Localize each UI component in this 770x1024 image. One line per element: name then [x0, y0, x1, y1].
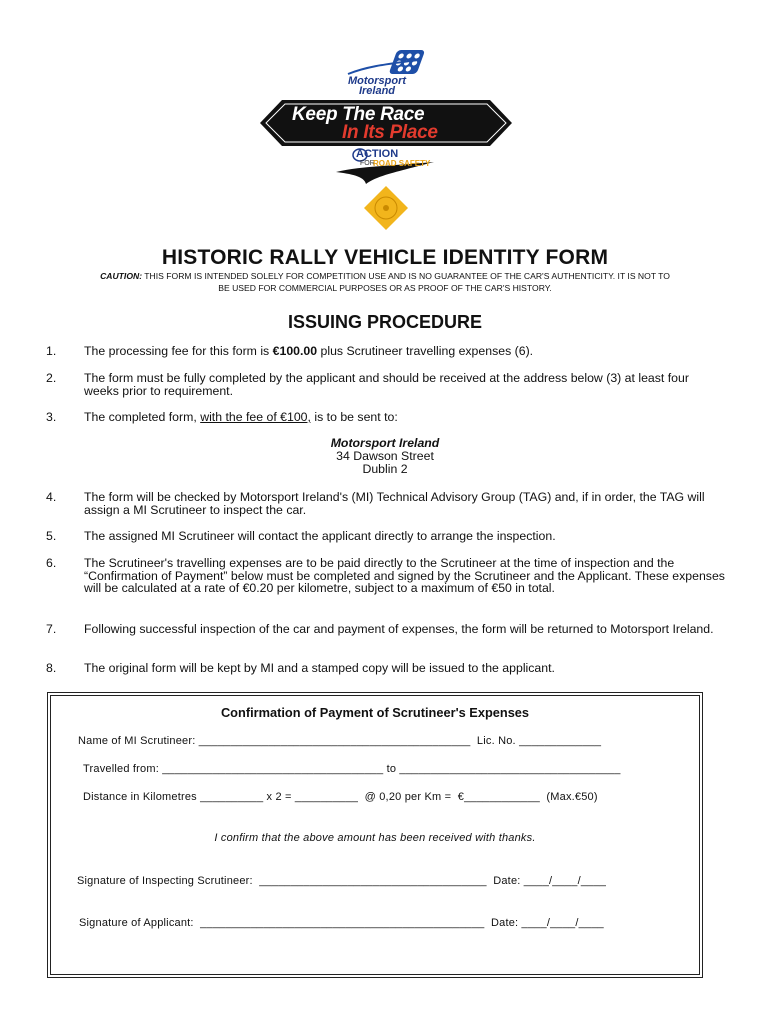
distance-field[interactable]: Distance in Kilometres __________ x 2 = __________ @ 0,20 per Km = €____________ (Max.€50) [83, 791, 598, 803]
item-text: The Scrutineer's travelling expenses are to be paid directly to the Scrutineer at the time of inspection and the “Confirmation of Payment” below must be completed and signed by the Scrutineer and the Applicant. These expenses will be calculated at a rate of €0.20 per kilometre, subject to a maximum of €50 in total. [84, 556, 725, 595]
item-text: The form must be fully completed by the applicant and should be received at the address below (3) at least four weeks prior to requirement. [84, 371, 689, 398]
item-number: 7. [46, 622, 57, 636]
item-text: The processing fee for this form is €100.00 plus Scrutineer travelling expenses (6). [84, 344, 534, 358]
item-number: 1. [46, 344, 57, 358]
address-city: Dublin 2 [362, 462, 408, 476]
confirmation-title: Confirmation of Payment of Scrutineer's Expenses [220, 705, 530, 720]
item-number: 4. [46, 490, 57, 504]
item-text: The completed form, with the fee of €100, is to be sent to: [84, 410, 398, 424]
fia-action-text: ACTION [356, 148, 399, 160]
section-title: ISSUING PROCEDURE [287, 312, 483, 332]
item-text: The original form will be kept by MI and a stamped copy will be issued to the applicant. [84, 661, 555, 675]
address-org: Motorsport Ireland [330, 436, 440, 450]
item-number: 8. [46, 661, 57, 675]
fia-for-text: FOR [360, 160, 375, 167]
travelled-from-field[interactable]: Travelled from: ___________________________________ to ___________________________________ [83, 763, 621, 775]
road-safety-sign-icon [364, 186, 408, 230]
address-street: 34 Dawson Street [336, 449, 434, 463]
item-text: The form will be checked by Motorsport Ireland's (MI) Technical Advisory Group (TAG) and, if in order, the TAG will assign a MI Scrutineer to inspect the car. [84, 490, 705, 517]
caution-notice [100, 270, 670, 294]
scrutineer-name-field[interactable]: Name of MI Scrutineer: ___________________________________________ Lic. No. _____________ [78, 735, 602, 747]
item-text: Following successful inspection of the car and payment of expenses, the form will be returned to Motorsport Ireland. [84, 622, 714, 636]
item-number: 3. [46, 410, 57, 424]
motorsport-ireland-wordmark: Motorsport Ireland [347, 75, 407, 97]
item-number: 2. [46, 371, 57, 385]
item-text: The assigned MI Scrutineer will contact the applicant directly to arrange the inspection. [84, 529, 556, 543]
slogan-line2: In Its Place [342, 122, 438, 143]
caution-label: CAUTION: [100, 271, 143, 281]
caution-text: THIS FORM IS INTENDED SOLELY FOR COMPETITION USE AND IS NO GUARANTEE OF THE CAR'S AUTHENTICITY. IT IS NOT TO BE USED FOR COMMERCIAL PURPOSES OR AS PROOF OF THE CAR'S HISTORY. [142, 271, 670, 293]
mailing-address [0, 437, 770, 476]
payment-confirmation-box [50, 695, 700, 975]
scrutineer-signature-field[interactable]: Signature of Inspecting Scrutineer: ____________________________________ Date: ____/____/____ [77, 875, 607, 887]
fia-road-safety-text: ROAD SAFETY [373, 159, 431, 168]
applicant-signature-field[interactable]: Signature of Applicant: _____________________________________________ Date: ____/____/____ [79, 917, 604, 929]
page-title: HISTORIC RALLY VEHICLE IDENTITY FORM [161, 246, 609, 269]
item-number: 5. [46, 529, 57, 543]
item-number: 6. [46, 556, 57, 570]
confirmation-statement: I confirm that the above amount has been received with thanks. [214, 832, 536, 844]
slogan-line1: Keep The Race [292, 104, 425, 125]
header-logo-block [0, 0, 770, 240]
